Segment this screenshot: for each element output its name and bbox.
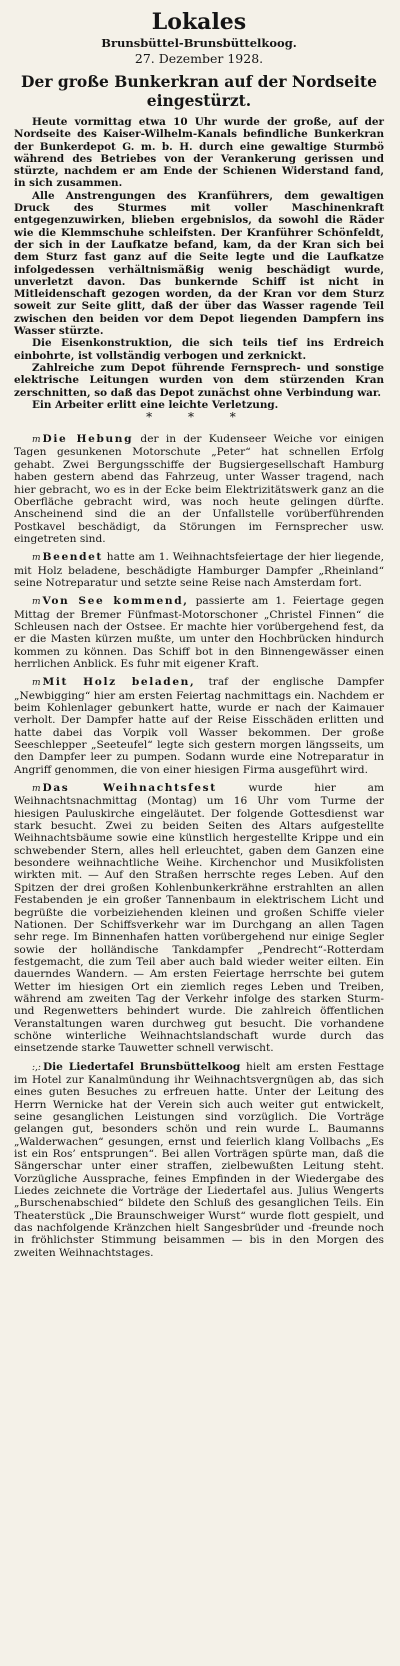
article-paragraph: Zahlreiche zum Depot führende Fernsprech- und sonstige elektrische Leitungen wurden von dem stürzenden Kran zerschnitten, so daß das Depot zunächst ohne Verbindung war. [14, 361, 384, 399]
item-keyword: Die Hebung [42, 433, 134, 446]
item-marker: m [32, 784, 41, 795]
item-keyword: Beendet [42, 551, 103, 564]
item-text: der in der Kudenseer Weiche vor einigen Tagen gesunkenen Motorschute „Peter“ hat schnellen Erfolg gehabt. Zwei Bergungsschiffe der Bugsiergesellschaft Hamburg haben gestern abend das Fahrzeug, unter Wasser tragend, nach hier gebracht, wo es in der Ecke beim Elektrizitätswerk ganz an die Oberfläche gebracht wird, was noch heute gelingen dürfte. Anscheinend sind die an der Unfallstelle vorüberführenden Postkavel beschädigt, da Störungen im Fernsprecher usw. eingetreten sind. [14, 433, 385, 545]
article-headline: Der große Bunkerkran auf der Nordseite eingestürzt. [21, 72, 377, 110]
news-item [14, 595, 384, 670]
item-keyword: Das Weihnachtsfest [42, 782, 217, 795]
issue-date: 27. Dezember 1928. [134, 51, 264, 66]
item-marker: :,: [32, 1062, 41, 1073]
item-marker: m [32, 678, 41, 689]
news-item [14, 782, 384, 1055]
lead-article [14, 116, 384, 411]
article-paragraph: Ein Arbeiter erlitt eine leichte Verletzung. [32, 398, 279, 411]
item-marker: m [32, 435, 41, 446]
news-item [14, 676, 384, 776]
section-title: Lokales [151, 9, 247, 35]
item-keyword: Mit Holz beladen, [42, 676, 196, 689]
item-text: hatte am 1. Weihnachtsfeiertage der hier liegende, mit Holz beladene, beschädigte Hamburger Dampfer „Rheinland“ seine Notreparatur und setzte seine Reise nach Amsterdam fort. [14, 551, 384, 589]
news-item [14, 551, 384, 589]
item-text: hielt am ersten Festtage im Hotel zur Kanalmündung ihr Weihnachtsvergnügen ab, das sich eines guten Besuches zu erfreuen hatte. Unter der Leitung des Herrn Wernicke hat der Verein sich auch weiter gut entwickelt, seine gesanglichen Leistungen sind vorzüglich. Die Vorträge gelangen gut, besonders schön und rein wurde L. Baumanns „Walderwachen“ gesungen, ernst und feierlich klang Vollbachs „Es ist ein Ros’ entsprungen“. Bei allen Vorträgen spürte man, daß die Sängerschar unter einer straffen, zielbewußten Leitung steht. Vorzügliche Aussprache, feines Empfinden in der Wiedergabe des Liedes zeichnete die Vorträge der Liedertafel aus. Julius Wengerts „Burschenabschied“ bildete den Schluß des gesanglichen Teils. Ein Theaterstück „Die Braunschweiger Wurst“ wurde flott gespielt, und das nachfolgende Kränzchen hielt Sangesbrüder und -freunde noch in fröhlichster Stimmung beisammen — bis in den Morgen des zweiten Weihnachtstages. [14, 1060, 384, 1259]
item-marker: m [32, 597, 41, 608]
article-paragraph: Heute vormittag etwa 10 Uhr wurde der große, auf der Nordseite des Kaiser-Wilhelm-Kanals befindliche Bunkerkran der Bunkerdepot G. m. b. H. durch eine gewaltige Sturmbö während des Betriebes von der Verankerung gerissen und stürzte, nachdem er am Ende der Schienen Widerstand fand, in sich zusammen. [14, 116, 384, 190]
local-news-list [14, 433, 384, 1259]
news-item [14, 1061, 384, 1260]
dateline: Brunsbüttel-Brunsbüttelkoog. [101, 36, 297, 50]
item-text: wurde hier am Weihnachtsnachmittag (Montag) um 16 Uhr vom Turme der hiesigen Pauluskirche eingeläutet. Der folgende Gottesdienst war stark besucht. Zwei zu beiden Seiten des Altars aufgestellte Weihnachtsbäume sowie eine künstlich hergestellte Krippe und ein schwebender Stern, alles hell erleuchtet, gaben dem Ganzen eine besondere weihnachtliche Weihe. Kirchenchor und Musikfolisten wirkten mit. — Auf den Straßen herrschte reges Leben. Auf den Spitzen der drei großen Kohlenbunkerkrähne erstrahlten an allen Festabenden je ein großer Tannenbaum in elektrischem Licht und begrüßte die vorbeiziehenden kleinen und großen Schiffe vieler Nationen. Der Schiffsverkehr war im Durchgang an allen Tagen sehr rege. Im Binnenhafen hatten vorübergehend nur einige Segler sowie der holländische Tankdampfer „Pendrecht“-Rotterdam festgemacht, die zum Teil aber auch bald wieder weiter eilten. Ein dauerndes Wandern. — Am ersten Feiertage herrschte bei gutem Wetter im hiesigen Ort ein ziemlich reges Leben und Treiben, während am zweiten Tag der Verkehr infolge des starken Sturm- und Regenwetters behindert wurde. Die zahlreich öffentlichen Veranstaltungen waren durchweg gut besucht. Die vorhandene schöne winterliche Weihnachtslandschaft wurde durch das einsetzende starke Tauwetter schnell verwischt. [14, 782, 385, 1055]
article-paragraph: Die Eisenkonstruktion, die sich teils tief ins Erdreich einbohrte, ist vollständig verbogen und zerknickt. [14, 337, 384, 362]
item-keyword: Die Liedertafel Brunsbüttelkoog [42, 1060, 241, 1073]
item-keyword: Von See kommend, [42, 595, 189, 608]
section-separator: * * * [146, 410, 252, 425]
item-text: traf der englische Dampfer „Newbigging“ hier am ersten Feiertag nachmittags ein. Nachdem er beim Kohlenlager gebunkert hatte, wurde er nach der Kaimauer verholt. Der Dampfer hatte auf der Reise Eisschäden erlitten und hatte dabei das Vorpik voll Wasser bekommen. Der große Seeschlepper „Seeteufel“ legte sich gestern morgen längsseits, um den Dampfer leer zu pumpen. Sodann wurde eine Notreparatur in Angriff genommen, die von einer hiesigen Firma ausgeführt wird. [14, 676, 384, 776]
article-paragraph: Alle Anstrengungen des Kranführers, dem gewaltigen Druck des Sturmes mit voller Maschinenkraft entgegenzuwirken, blieben ergebnislos, da sowohl die Räder wie die Klemmschuhe schleifsten. Der Kranführer Schönfeldt, der sich in der Laufkatze befand, kam, da der Kran sich bei dem Sturz fast ganz auf die Seite legte und die Laufkatze infolgedessen verhältnismäßig wenig beschädigt wurde, unverletzt davon. Das bunkernde Schiff ist nicht in Mitleidenschaft gezogen worden, da der Kran vor dem Sturz soweit zur Seite glitt, daß der über das Wasser ragende Teil zwischen den beiden vor dem Depot liegenden Dampfern ins Wasser stürzte. [14, 189, 384, 338]
item-marker: m [32, 553, 41, 564]
news-item [14, 433, 384, 545]
item-text: passierte am 1. Feiertage gegen Mittag der Bremer Fünfmast-Motorschoner „Christel Finnen“ die Schleusen nach der Ostsee. Er machte hier vorübergehend fest, da er die Masten kürzen mußte, um unter den Hochbrücken hindurch kommen zu können. Das Schiff bot in den Binnengewässer einen herrlichen Anblick. Es fuhr mit eigener Kraft. [14, 595, 384, 670]
